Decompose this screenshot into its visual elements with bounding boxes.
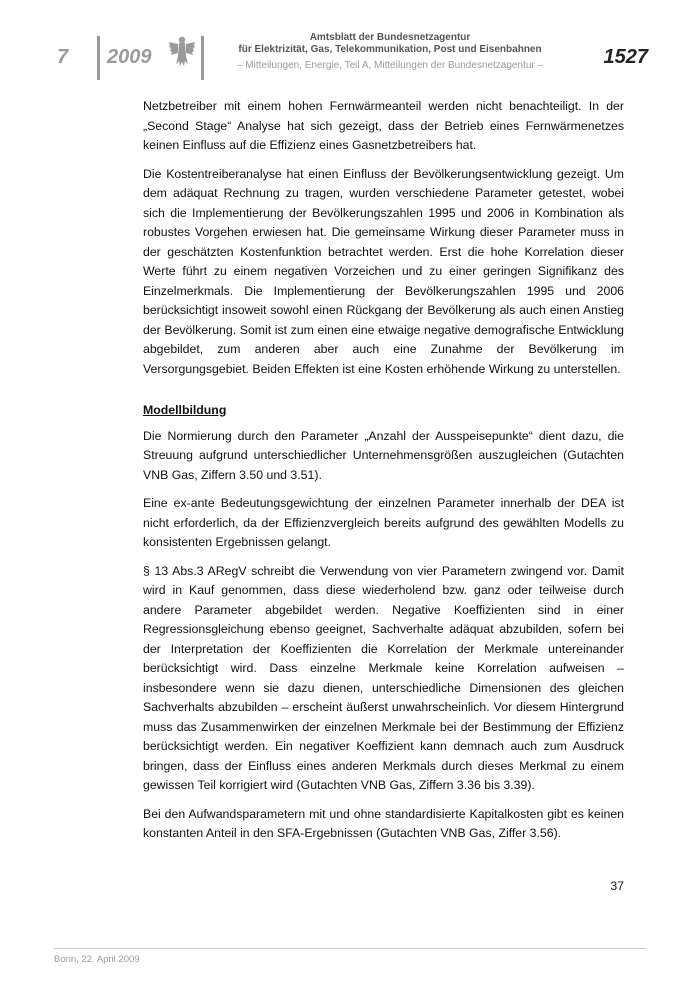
footer-place-date: Bonn, 22. April 2009 bbox=[54, 954, 140, 965]
document-page-number: 37 bbox=[610, 879, 624, 893]
section-line: – Mitteilungen, Energie, Teil A, Mitteilungen der Bundesnetzagentur – bbox=[236, 60, 544, 71]
paragraph: § 13 Abs.3 ARegV schreibt die Verwendung von vier Parametern zwingend vor. Damit wird in Kauf genommen, dass diese wiederholend bzw. ganz oder teilweise durch andere Parameter abgebildet werden. Negative Koeffizienten sind in einer Regressionsgleichung ebenso geeignet, Sachverhalte adäquat abzubilden, sofern bei der Interpretation der Koeffizienten die Korrelation der Merkmale untereinander berücksichtigt wird. Dass einzelne Merkmale keine Korrelation aufweisen – insbesondere wenn sie dazu dienen, unterschiedliche Dimensionen des gleichen Sachverhalts abzubilden – erscheint äußerst unwahrscheinlich. Vor diesem Hintergrund muss das Zusammenwirken der einzelnen Merkmale bei der Bestimmung der Effizienz berücksichtigt werden. Ein negativer Koeffizient kann demnach auch zum Ausdruck bringen, dass der Einfluss eines anderen Merkmals durch dieses Merkmal zu einem gewissen Teil korrigiert wird (Gutachten VNB Gas, Ziffern 3.36 bis 3.39). bbox=[143, 563, 624, 792]
issue-number: 7 bbox=[57, 46, 69, 68]
paragraph: Die Normierung durch den Parameter „Anzahl der Ausspeisepunkte“ dient dazu, die Streuung aufgrund unterschiedlicher Unternehmensgrößen auszugleichen (Gutachten VNB Gas, Ziffern 3.50 und 3.51). bbox=[143, 428, 624, 482]
page-number: 1527 bbox=[603, 46, 648, 68]
document-body bbox=[143, 97, 624, 853]
header-divider bbox=[97, 36, 100, 80]
footer-divider bbox=[54, 948, 646, 949]
header-divider bbox=[201, 36, 204, 80]
federal-eagle-icon bbox=[168, 34, 196, 68]
paragraph: Eine ex-ante Bedeutungsgewichtung der einzelnen Parameter innerhalb der DEA ist nicht erforderlich, da der Effizienzvergleich bereits aufgrund des gewählten Modells zu konsistenten Ergebnissen gelangt. bbox=[143, 496, 624, 549]
publisher-line-1: Amtsblatt der Bundesnetzagentur bbox=[309, 32, 471, 43]
paragraph: Netzbetreiber mit einem hohen Fernwärmeanteil werden nicht benachteiligt. In der „Second Stage“ Analyse hat sich gezeigt, dass der Betrieb eines Fernwärmenetzes keinen Einfluss auf die Effizienz eines Gasnetzbetreibers hat. bbox=[143, 99, 624, 152]
paragraph: Die Kostentreiberanalyse hat einen Einfluss der Bevölkerungsentwicklung gezeigt. Um dem adäquat Rechnung zu tragen, wurden verschiedene Parameter getestet, wobei sich die Implementierung der Bevölkerungszahlen 1995 und 2006 in Kombination als robustes Vorgehen erwiesen hat. Die gemeinsame Wirkung dieser Parameter muss in der geschätzten Kostenfunktion betrachtet werden. Erst die hohe Korrelation dieser Werte führt zu einem negativen Vorzeichen und zu einer geringen Signifikanz des Einzelmerkmals. Die Implementierung der Bevölkerungszahlen 1995 und 2006 berücksichtigt insoweit sowohl einen Rückgang der Bevölkerung als auch einen Anstieg der Bevölkerung. Somit ist zum einen eine etwaige negative demografische Entwicklung abgebildet, zum anderen aber auch eine Zunahme der Bevölkerung im Versorgungsgebiet. Beiden Effekten ist eine Kosten erhöhende Wirkung zu unterstellen. bbox=[143, 166, 624, 376]
publisher-line-2: für Elektrizität, Gas, Telekommunikation, Post und Eisenbahnen bbox=[238, 44, 542, 55]
issue-year: 2009 bbox=[107, 46, 152, 68]
paragraph: Bei den Aufwandsparametern mit und ohne standardisierte Kapitalkosten gibt es keinen konstanten Anteil in den SFA-Ergebnissen (Gutachten VNB Gas, Ziffer 3.56). bbox=[143, 806, 624, 840]
header-titles bbox=[210, 32, 570, 72]
page-header bbox=[0, 0, 700, 90]
section-heading: Modellbildung bbox=[143, 403, 227, 417]
